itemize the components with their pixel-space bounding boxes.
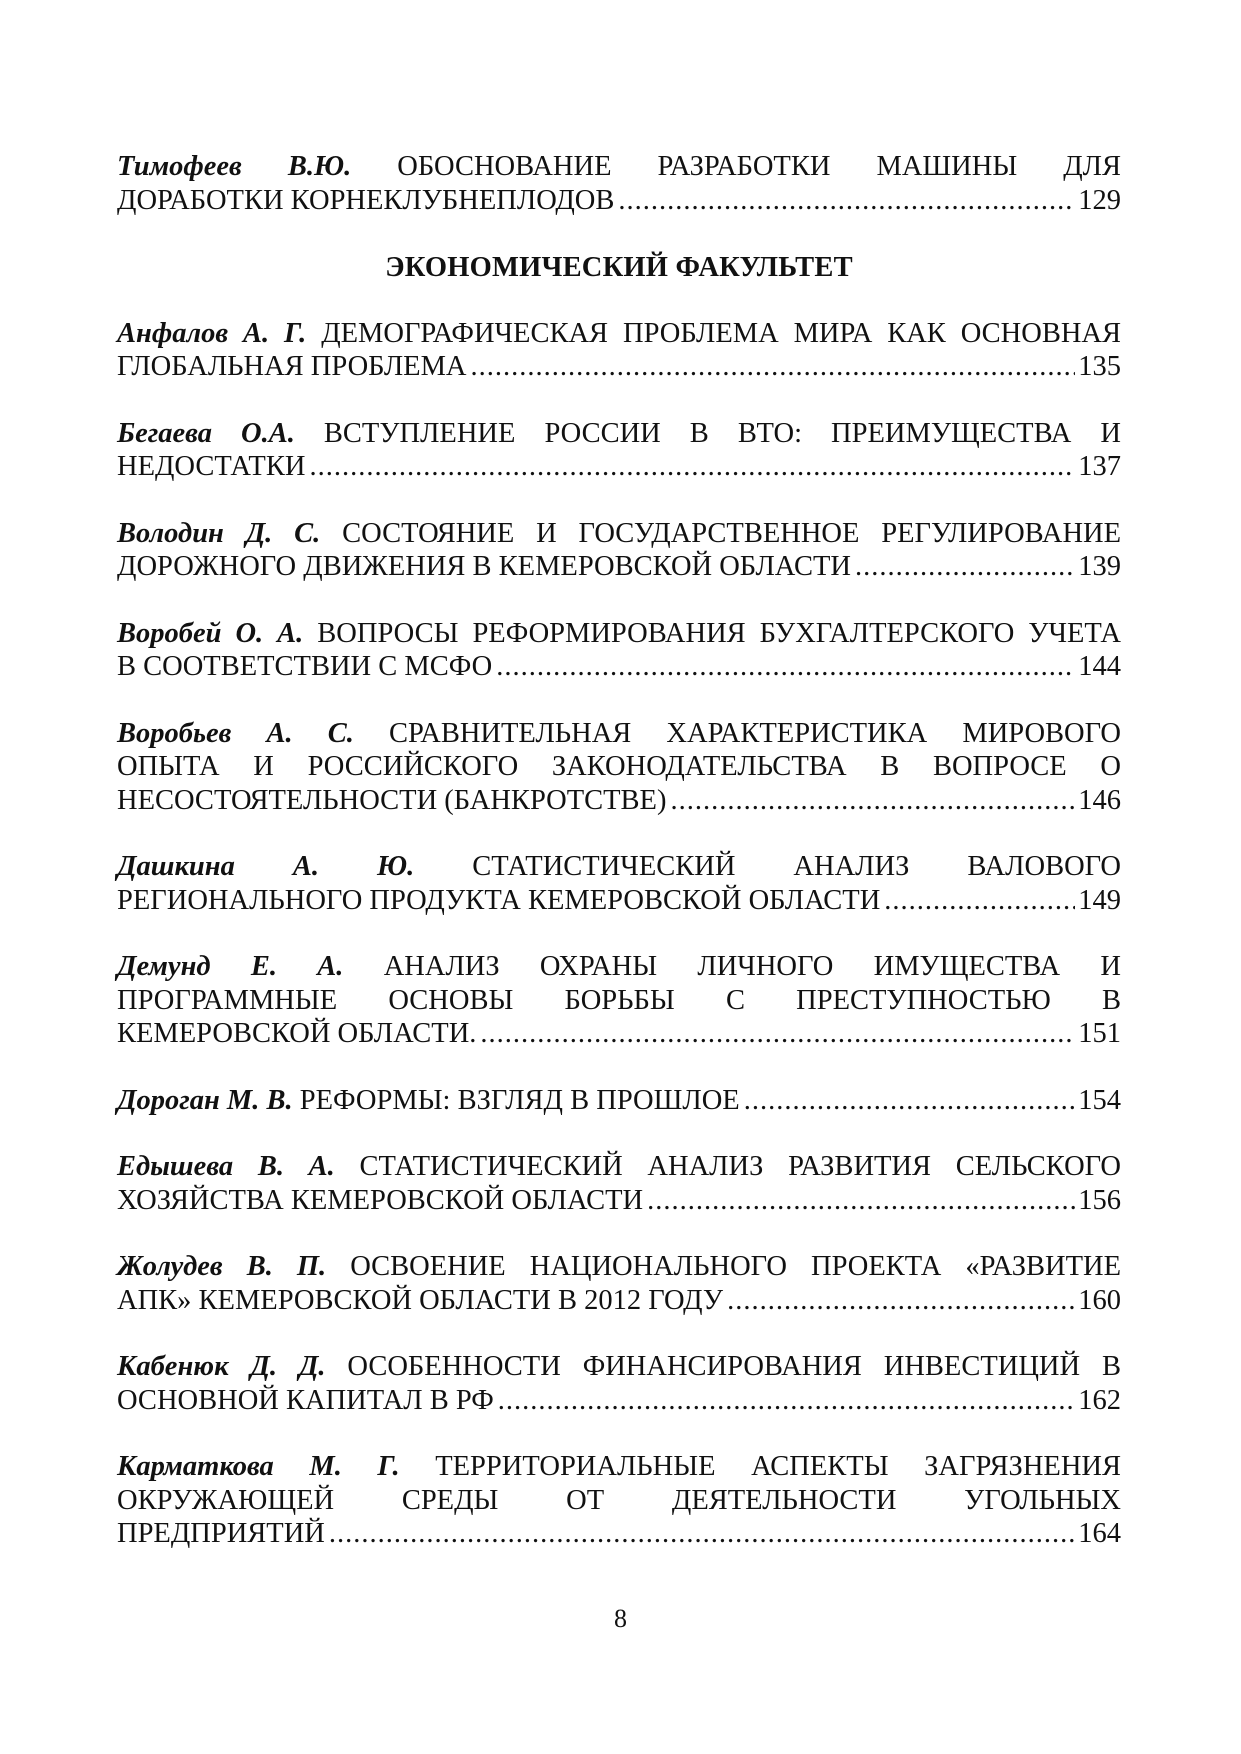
toc-entry-first-line [117, 1450, 1121, 1484]
toc-entry-title-end: ДОРАБОТКИ КОРНЕКЛУБНЕПЛОДОВ [117, 184, 615, 216]
toc-entry-page: 162 [1078, 1384, 1121, 1416]
toc-entry-title-start: ОСВОЕНИЕ НАЦИОНАЛЬНОГО ПРОЕКТА «РАЗВИТИЕ [350, 1251, 1122, 1282]
dot-leader [727, 1284, 1075, 1318]
dot-leader [744, 1084, 1076, 1118]
dot-leader [471, 350, 1076, 384]
dot-leader [884, 884, 1075, 918]
toc-entry-title-start: АНАЛИЗ ОХРАНЫ ЛИЧНОГО ИМУЩЕСТВА И [383, 951, 1121, 982]
toc-entry [117, 417, 1121, 484]
toc-entry [117, 1450, 1121, 1551]
toc-entry-title-end: В СООТВЕТСТВИИ С МСФО [117, 651, 493, 682]
toc-entry-title-end: НЕСОСТОЯТЕЛЬНОСТИ (БАНКРОТСТВЕ) [117, 784, 667, 816]
toc-entry-page: 139 [1078, 551, 1121, 582]
toc-entry [117, 150, 1121, 217]
table-of-contents [117, 150, 1121, 1551]
toc-entry-list [117, 317, 1121, 1551]
toc-entry-author: Дашкина А. Ю. [117, 851, 415, 882]
toc-entry-last-line [117, 450, 1121, 484]
toc-entry-last-line [117, 784, 1121, 818]
toc-entry-author: Воробей О. А. [117, 617, 304, 649]
toc-entry-middle-line: ОПЫТА И РОССИЙСКОГО ЗАКОНОДАТЕЛЬСТВА В ВОПРОСЕ О [117, 751, 1121, 782]
toc-entry-last-line [117, 1384, 1121, 1418]
dot-leader [647, 1184, 1075, 1218]
toc-entry-page: 160 [1078, 1284, 1121, 1316]
toc-entry-page: 149 [1078, 884, 1121, 916]
dot-leader [498, 1384, 1075, 1418]
toc-entry-last-line [117, 1084, 1121, 1118]
toc-entry-first-line [117, 1350, 1121, 1384]
toc-entry [117, 717, 1121, 818]
toc-entry [117, 617, 1121, 684]
toc-entry-title-end: КЕМЕРОВСКОЙ ОБЛАСТИ. [117, 1018, 477, 1049]
toc-entry-title-end: НЕДОСТАТКИ [117, 451, 306, 482]
toc-entry [117, 850, 1121, 917]
toc-entry-author: Воробьев А. С. [117, 717, 354, 749]
section-heading: ЭКОНОМИЧЕСКИЙ ФАКУЛЬТЕТ [385, 252, 853, 283]
toc-entry-middle-line: ОКРУЖАЮЩЕЙ СРЕДЫ ОТ ДЕЯТЕЛЬНОСТИ УГОЛЬНЫХ [117, 1484, 1121, 1516]
dot-leader [670, 784, 1075, 818]
toc-entry-page: 154 [1078, 1084, 1121, 1116]
toc-entry [117, 1084, 1121, 1118]
toc-entry-last-line [117, 550, 1121, 584]
toc-entry-last-line [117, 1184, 1121, 1218]
toc-entry-page: 164 [1078, 1518, 1121, 1549]
toc-entry-author: Карматкова М. Г. [117, 1451, 400, 1482]
toc-entry-author: Бегаева О.А. [117, 417, 295, 449]
dot-leader [329, 1517, 1075, 1551]
toc-entry-title-start: СРАВНИТЕЛЬНАЯ ХАРАКТЕРИСТИКА МИРОВОГО [389, 717, 1121, 749]
toc-entry-title-end: РЕФОРМЫ: ВЗГЛЯД В ПРОШЛОЕ [299, 1084, 740, 1116]
toc-entry-title-end: АПК» КЕМЕРОВСКОЙ ОБЛАСТИ В 2012 ГОДУ [117, 1284, 724, 1316]
toc-entry-author: Едышева В. А. [117, 1151, 335, 1182]
toc-entry-title-start: СОСТОЯНИЕ И ГОСУДАРСТВЕННОЕ РЕГУЛИРОВАНИЕ [342, 517, 1122, 549]
toc-entry-last-line [117, 1517, 1121, 1551]
toc-entry-page: 146 [1078, 784, 1121, 816]
toc-entry-first-line [117, 1250, 1121, 1284]
toc-entry-last-line [117, 184, 1121, 218]
toc-entry-last-line [117, 650, 1121, 684]
toc-entry [117, 517, 1121, 584]
toc-entry-first-line [117, 317, 1121, 351]
toc-entry-first-line [117, 417, 1121, 451]
toc-entry-title-start: ОБОСНОВАНИЕ РАЗРАБОТКИ МАШИНЫ ДЛЯ [397, 151, 1122, 182]
dot-leader [855, 550, 1075, 584]
toc-entry-title-end: ПРЕДПРИЯТИЙ [117, 1518, 325, 1549]
toc-entry-title-end: ОСНОВНОЙ КАПИТАЛ В РФ [117, 1384, 494, 1416]
toc-entry-page: 151 [1078, 1018, 1121, 1049]
toc-entry-first-line [117, 850, 1121, 884]
toc-entry-page: 129 [1078, 184, 1121, 216]
toc-entry [117, 950, 1121, 1051]
toc-entry [117, 1150, 1121, 1217]
toc-entry-title-start: ТЕРРИТОРИАЛЬНЫЕ АСПЕКТЫ ЗАГРЯЗНЕНИЯ [435, 1451, 1121, 1482]
toc-entry-author: Дороган М. В. [117, 1084, 293, 1116]
toc-entry-title-start: ВСТУПЛЕНИЕ РОССИИ В ВТО: ПРЕИМУЩЕСТВА И [323, 417, 1122, 449]
toc-entry-title-end: ХОЗЯЙСТВА КЕМЕРОВСКОЙ ОБЛАСТИ [117, 1184, 644, 1216]
toc-entry-first-line [117, 717, 1121, 751]
toc-entry-first-line [117, 517, 1121, 551]
toc-entry-title [117, 1084, 740, 1118]
toc-entry-first-line [117, 950, 1121, 984]
toc-entry-first-line [117, 617, 1121, 651]
dot-leader [309, 450, 1075, 484]
toc-entry-last-line [117, 884, 1121, 918]
toc-entry [117, 317, 1121, 384]
toc-entry [117, 1350, 1121, 1417]
toc-entry [117, 1250, 1121, 1317]
toc-entry-page: 137 [1078, 451, 1121, 482]
toc-entry-title-start: ОСОБЕННОСТИ ФИНАНСИРОВАНИЯ ИНВЕСТИЦИЙ В [347, 1351, 1121, 1382]
toc-entry-author: Кабенюк Д. Д. [117, 1351, 326, 1382]
toc-entry-author: Жолудев В. П. [117, 1251, 327, 1282]
toc-entry-title-start: ВОПРОСЫ РЕФОРМИРОВАНИЯ БУХГАЛТЕРСКОГО УЧЕТА [317, 617, 1121, 649]
page-number: 8 [614, 1604, 627, 1633]
toc-entry-author: Володин Д. С. [117, 517, 321, 549]
dot-leader [618, 184, 1075, 218]
dot-leader [480, 1017, 1075, 1051]
toc-entry-last-line [117, 1284, 1121, 1318]
toc-entry-first-line [117, 1150, 1121, 1184]
toc-entry-first-line [117, 150, 1121, 184]
dot-leader [496, 650, 1075, 684]
toc-entry-title-start: ДЕМОГРАФИЧЕСКАЯ ПРОБЛЕМА МИРА КАК ОСНОВНАЯ [321, 317, 1122, 349]
toc-entry-title-end: ГЛОБАЛЬНАЯ ПРОБЛЕМА [117, 351, 467, 382]
toc-entry-title-end: ДОРОЖНОГО ДВИЖЕНИЯ В КЕМЕРОВСКОЙ ОБЛАСТИ [117, 551, 851, 582]
toc-entry-author: Анфалов А. Г. [117, 317, 307, 349]
toc-entry-page: 135 [1078, 351, 1121, 382]
toc-entry-last-line [117, 350, 1121, 384]
toc-entry-title-start: СТАТИСТИЧЕСКИЙ АНАЛИЗ ВАЛОВОГО [472, 851, 1122, 882]
toc-entry-author: Тимофеев В.Ю. [117, 151, 352, 182]
toc-entry-author: Демунд Е. А. [117, 951, 344, 982]
toc-entry-middle-line: ПРОГРАММНЫЕ ОСНОВЫ БОРЬБЫ С ПРЕСТУПНОСТЬЮ В [117, 984, 1121, 1016]
toc-entry-title-start: СТАТИСТИЧЕСКИЙ АНАЛИЗ РАЗВИТИЯ СЕЛЬСКОГО [359, 1151, 1122, 1182]
toc-entry-last-line [117, 1017, 1121, 1051]
toc-entry-page: 144 [1078, 651, 1121, 682]
toc-entry-page: 156 [1078, 1184, 1121, 1216]
toc-entry-title-end: РЕГИОНАЛЬНОГО ПРОДУКТА КЕМЕРОВСКОЙ ОБЛАСТИ [117, 884, 881, 916]
